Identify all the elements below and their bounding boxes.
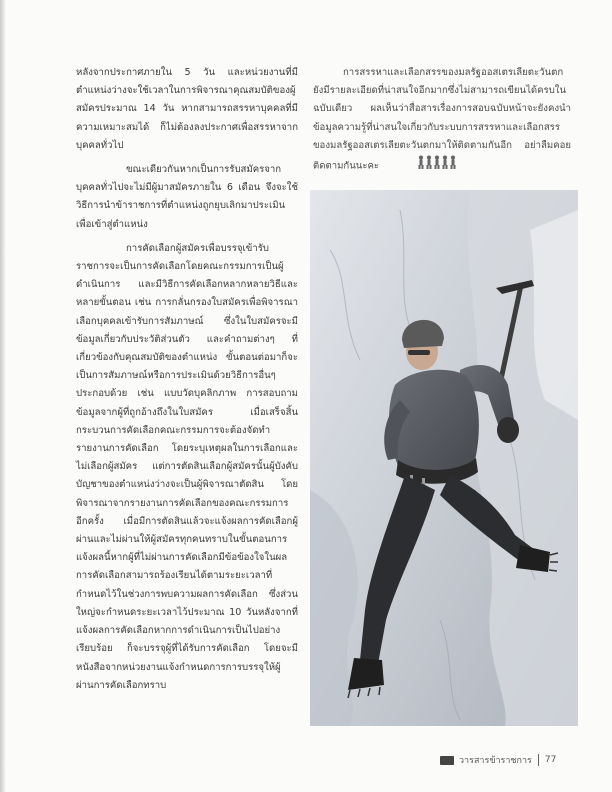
page-edge-shadow <box>0 0 6 792</box>
right-text-column <box>313 64 571 176</box>
paragraph-closing-note <box>313 64 571 176</box>
climbers-icon <box>387 155 457 176</box>
paragraph-announcement: หลังจากประกาศภายใน 5 วัน และหน่วยงานที่มีตำแหน่งว่างจะใช้เวลาในการพิจารณาคุณสมบัติของผู้สมัครประมาณ 14 วัน หากสามารถสรรหาบุคคลที่มีความเหมาะสมได้ ก็ไม่ต้องลงประกาศเพื่อสรรหาจากบุคคลทั่วไป <box>76 67 298 151</box>
left-text-column <box>76 64 298 701</box>
magazine-title: วารสารข้าราชการ <box>459 756 532 766</box>
paragraph-selection-process: การคัดเลือกผู้สมัครเพื่อบรรจุเข้ารับราชการจะเป็นการคัดเลือกโดยคณะกรรมการเป็นผู้ดำเนินการ และมีวิธีการคัดเลือกหลากหลายวิธีและหลายขั้นตอน เช่น การกลั่นกรองใบสมัครเพื่อพิจารณาเลือกบุคคลเข้ารับการสัมภาษณ์ ซึ่งในใบสมัครจะมีข้อมูลเกี่ยวกับประวัติส่วนตัว และคำถามต่างๆ ที่เกี่ยวข้องกับคุณสมบัติของตำแหน่ง ขั้นตอนต่อมาก็จะเป็นการสัมภาษณ์หรือการประเมินด้วยวิธีการอื่นๆ ประกอบด้วย เช่น แบบวัดบุคลิกภาพ การสอบถามข้อมูลจากผู้ที่ถูกอ้างถึงในใบสมัคร เมื่อเสร็จสิ้นกระบวนการคัดเลือกคณะกรรมการจะต้องจัดทำรายงานการคัดเลือก โดยระบุเหตุผลในการเลือกและไม่เลือกผู้สมัคร แต่การตัดสินเลือกผู้สมัครนั้นผู้บังคับบัญชาของตำแหน่งว่างจะเป็นผู้พิจารณาตัดสิน โดยพิจารณาจากรายงานการคัดเลือกของคณะกรรมการอีกครั้ง เมื่อมีการตัดสินแล้วจะแจ้งผลการคัดเลือกผู้ผ่านและไม่ผ่านให้ผู้สมัครทุกคนทราบในขั้นตอนการแจ้งผลนี้หากผู้ที่ไม่ผ่านการคัดเลือกมีข้อข้องใจในผลการคัดเลือกสามารถร้องเรียนได้ตามระยะเวลาที่กำหนดไว้ในช่วงการพบความผลการคัดเลือก ซึ่งส่วนใหญ่จะกำหนดระยะเวลาไว้ประมาณ 10 วันหลังจากที่แจ้งผลการคัดเลือกหากการดำเนินการเป็นไปอย่างเรียบร้อย ก็จะบรรจุผู้ที่ได้รับการคัดเลือก โดยจะมีหนังสือจากหน่วยงานแจ้งกำหนดการการบรรจุให้ผู้ผ่านการคัดเลือกทราบ <box>76 242 298 691</box>
footer-divider <box>538 754 539 766</box>
ice-climber-illustration <box>310 190 578 726</box>
ice-climber-photo <box>310 190 578 726</box>
magazine-logo-icon <box>440 756 454 765</box>
paragraph-public-recruitment: ขณะเดียวกันหากเป็นการรับสมัครจากบุคคลทั่วไปจะไม่มีผู้มาสมัครภายใน 6 เดือน จึงจะใช้วิธีการนำข้าราชการที่ตำแหน่งถูกยุบเลิกมาประเมินเพื่อเข้าสู่ตำแหน่ง <box>76 164 298 230</box>
page-number: 77 <box>544 755 557 765</box>
closing-note-text: การสรรหาและเลือกสรรของมลรัฐออสเตรเลียตะวันตก ยังมีรายละเอียดที่น่าสนใจอีกมากซึ่งไม่สามารถเขียนได้ครบในฉบับเดียว ผลเห็นว่าสื่อสารเรื่องการสอบฉบับหน้าจะยังคงนำข้อมูลความรู้ที่น่าสนใจเกี่ยวกับระบบการสรรหาและเลือกสรรของมลรัฐออสเตรเลียตะวันตกมาให้ติดตามกันอีก อย่าลืมคอยติดตามกันนะคะ <box>313 67 571 172</box>
page-footer <box>440 752 556 768</box>
